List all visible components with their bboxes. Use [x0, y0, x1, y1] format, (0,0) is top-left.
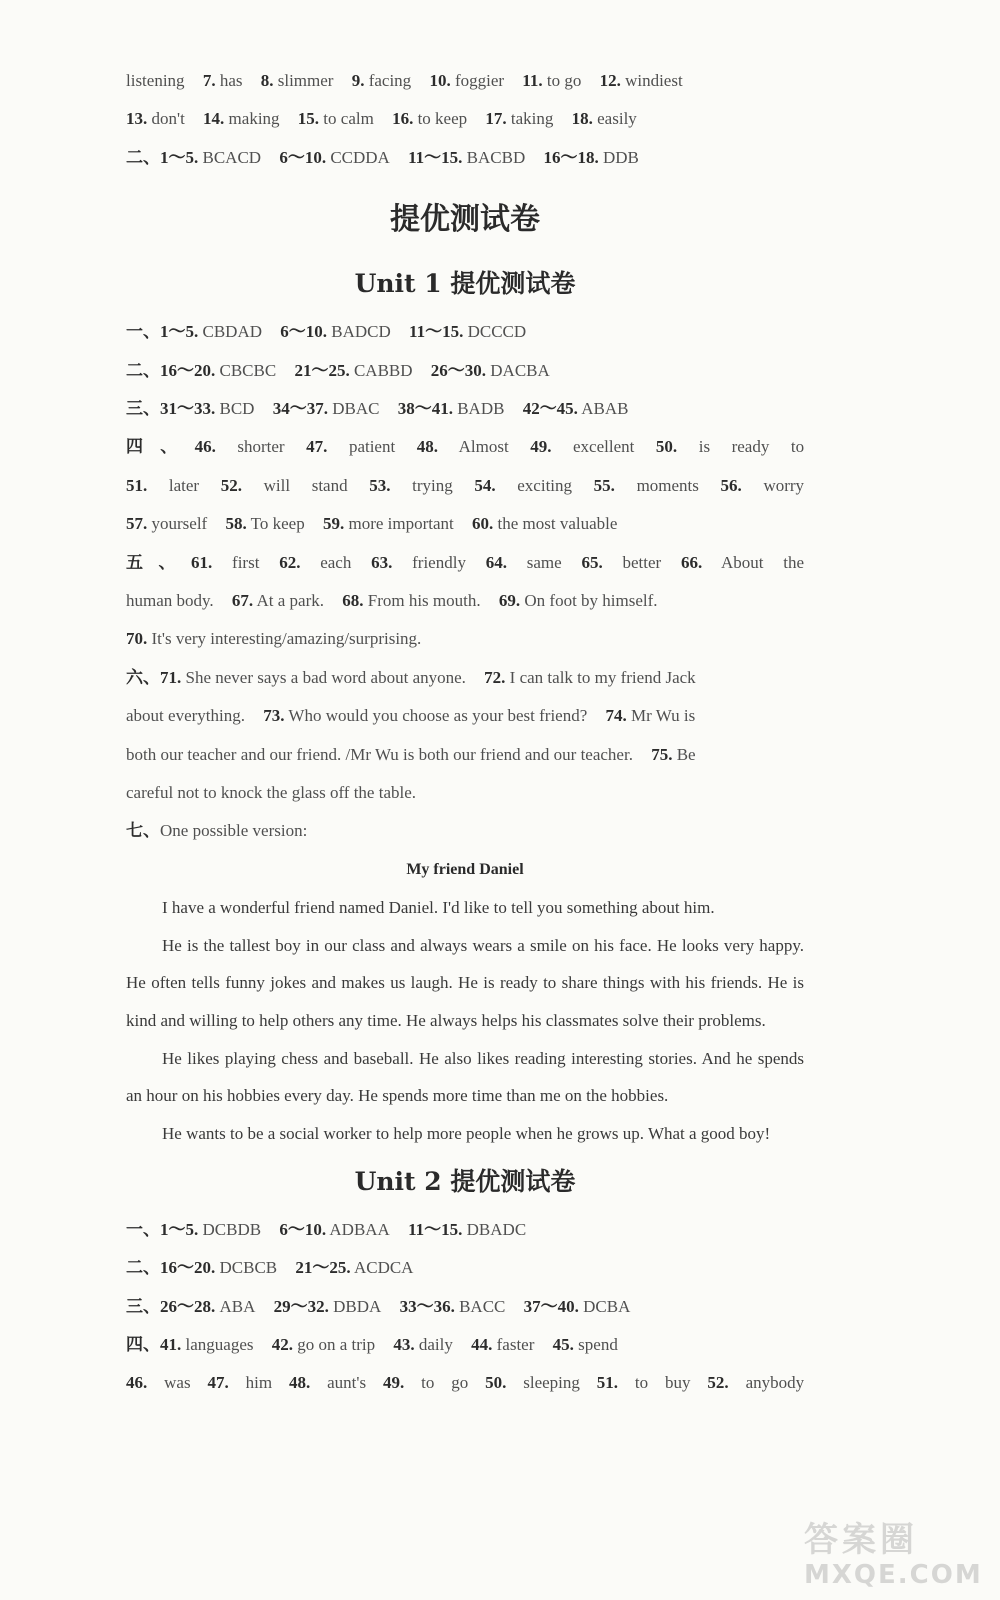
answer-line	[126, 544, 804, 582]
question-range: 31～33.	[160, 399, 216, 419]
question-number: 49.	[530, 437, 552, 457]
question-range: 29～32.	[273, 1296, 329, 1316]
answer-text: making	[228, 109, 280, 129]
answer-text: is ready to	[698, 437, 804, 457]
section-prefix: 二、	[126, 360, 160, 380]
question-number: 47.	[306, 437, 328, 457]
question-number: 60.	[472, 514, 494, 534]
question-number: 71.	[160, 667, 182, 687]
answer-text: to go	[421, 1373, 469, 1393]
answer-text: to go	[546, 71, 582, 90]
question-number: 15.	[297, 109, 320, 129]
answer-text: facing	[368, 71, 412, 90]
question-range: 16～20.	[160, 1258, 216, 1278]
answer-text: foggier	[454, 71, 505, 90]
answer-text: CBDAD	[202, 322, 263, 342]
question-range: 34～37.	[272, 399, 328, 419]
question-number: 61.	[191, 552, 213, 572]
answer-line	[126, 139, 804, 177]
question-range: 11～15.	[408, 1219, 463, 1239]
section-prefix: 三、	[126, 1296, 160, 1316]
answer-text: shorter	[237, 437, 285, 457]
question-number: 9.	[351, 71, 365, 90]
question-number: 64.	[485, 552, 507, 572]
question-number: 14.	[203, 109, 225, 129]
answer-line	[126, 390, 804, 428]
section-prefix: 四、	[126, 1335, 160, 1354]
unit-title: Unit 2 提优测试卷	[354, 1166, 576, 1196]
question-range: 16～20.	[160, 360, 216, 380]
question-range: 26～30.	[430, 360, 487, 380]
question-range: 1～5.	[160, 322, 199, 342]
question-number: 57.	[126, 514, 148, 534]
answer-text: the most valuable	[497, 514, 618, 534]
question-number: 67.	[231, 591, 254, 611]
answer-text: excellent	[573, 437, 635, 457]
answer-line	[126, 1326, 804, 1364]
answer-line	[126, 620, 804, 658]
answer-text: Mr Wu is	[631, 706, 696, 726]
question-range: 21～25.	[294, 360, 350, 380]
answer-line	[126, 505, 804, 543]
question-number: 12.	[599, 71, 621, 90]
main-title: 提优测试卷	[390, 202, 540, 238]
question-number: 65.	[581, 552, 603, 572]
answer-text: BADB	[457, 399, 505, 419]
answer-line	[126, 1364, 804, 1402]
watermark-url: MXQE.COM	[804, 1560, 983, 1590]
answer-text: DBADC	[466, 1219, 527, 1239]
answer-text: About the	[721, 552, 804, 572]
answer-line	[126, 428, 804, 466]
section-prefix: 二、	[126, 147, 160, 167]
answer-text: I can talk to my friend Jack	[509, 667, 696, 687]
answer-text: BADCD	[331, 322, 391, 342]
answer-text: Almost	[458, 437, 509, 457]
question-number: 11.	[522, 71, 543, 90]
essay-paragraph: He likes playing chess and baseball. He also likes reading interesting stories. And he spends an hour on his hobbies every day. He spends more time than me on the hobbies.	[126, 1048, 804, 1106]
question-number: 62.	[279, 552, 301, 572]
question-number: 72.	[484, 667, 506, 687]
answer-text: first	[232, 552, 260, 572]
question-range: 1～5.	[160, 147, 199, 167]
section-prefix: 三、	[126, 399, 160, 419]
answer-text: go on a trip	[297, 1335, 376, 1354]
answer-text: ABAB	[581, 399, 629, 419]
answer-text: One possible version:	[160, 821, 308, 841]
answer-text: better	[622, 552, 662, 572]
question-number: 46.	[194, 437, 216, 457]
question-range: 6～10.	[279, 1219, 327, 1239]
answer-text: DDB	[602, 147, 639, 167]
question-number: 52.	[220, 475, 242, 495]
answer-text: both our teacher and our friend. /Mr Wu is both our friend and our teacher.	[126, 744, 633, 764]
question-range: 6～10.	[280, 322, 328, 342]
question-number: 18.	[571, 109, 593, 129]
answer-line	[126, 659, 804, 697]
question-range: 42～45.	[522, 399, 578, 419]
answer-text: Who would you choose as your best friend?	[288, 706, 588, 726]
question-number: 7.	[202, 71, 216, 90]
answer-text: She never says a bad word about anyone.	[185, 667, 466, 687]
answer-text: later	[168, 475, 200, 495]
question-number: 55.	[593, 475, 615, 495]
question-number: 10.	[429, 71, 451, 90]
essay-title: My friend Daniel	[406, 860, 524, 878]
question-number: 58.	[225, 514, 247, 534]
section-prefix: 一、	[126, 1219, 160, 1239]
essay-paragraph: He is the tallest boy in our class and always wears a smile on his face. He looks very happy. He often tells funny jokes and makes us laugh. He is ready to share things with his friends. He is kind and willing to help others any time. He always helps his classmates solve their problems.	[126, 935, 804, 1030]
essay-paragraph: He wants to be a social worker to help more people when he grows up. What a good boy!	[162, 1124, 771, 1144]
question-range: 21～25.	[295, 1258, 351, 1278]
answer-text: worry	[763, 475, 804, 495]
section-prefix: 五、	[126, 552, 192, 572]
answer-text: anybody	[745, 1373, 804, 1393]
answer-line	[126, 736, 804, 774]
answer-text: From his mouth.	[367, 591, 481, 611]
question-number: 48.	[416, 437, 438, 457]
answer-text: was	[164, 1373, 191, 1393]
question-number: 53.	[369, 475, 391, 495]
question-number: 17.	[485, 109, 507, 129]
answer-text: patient	[348, 437, 396, 457]
answer-text: DCBCB	[219, 1258, 278, 1278]
question-range: 11～15.	[409, 322, 464, 342]
answer-text: him	[245, 1373, 273, 1393]
question-number: 75.	[651, 744, 673, 764]
answer-line	[126, 1288, 804, 1326]
answer-text: taking	[510, 109, 554, 129]
question-number: 56.	[720, 475, 742, 495]
answer-text: about everything.	[126, 706, 245, 726]
answer-line	[126, 467, 804, 505]
answer-text: faster	[496, 1335, 535, 1354]
question-number: 54.	[474, 475, 496, 495]
answer-text: On foot by himself.	[524, 591, 658, 611]
question-number: 46.	[126, 1373, 148, 1393]
answer-text: friendly	[412, 552, 466, 572]
answer-text: CCDDA	[330, 147, 390, 167]
answer-line	[126, 774, 804, 812]
question-range: 26～28.	[160, 1296, 216, 1316]
answer-text: BACC	[459, 1296, 506, 1316]
question-number: 8.	[260, 71, 274, 90]
answer-text: slimmer	[277, 71, 334, 90]
answer-text: It's very interesting/amazing/surprising.	[151, 629, 422, 649]
answer-text: BCD	[219, 399, 255, 419]
answer-line	[126, 62, 804, 100]
answer-text: DCBA	[583, 1296, 631, 1316]
answer-text: languages	[185, 1335, 254, 1354]
answer-text: spend	[578, 1335, 618, 1354]
question-number: 51.	[596, 1373, 619, 1393]
section-prefix: 四、	[126, 437, 195, 457]
answer-text: windiest	[625, 71, 683, 90]
answer-text: DBAC	[332, 399, 380, 419]
section-prefix: 一、	[126, 322, 160, 342]
question-number: 47.	[207, 1373, 229, 1393]
answer-text: aunt's	[327, 1373, 367, 1393]
answer-text: CABBD	[353, 360, 413, 380]
answer-text: more important	[348, 514, 454, 534]
question-number: 51.	[126, 475, 148, 495]
question-number: 41.	[160, 1335, 182, 1354]
question-range: 37～40.	[523, 1296, 579, 1316]
answer-line	[126, 1211, 804, 1249]
question-number: 73.	[263, 706, 285, 726]
question-number: 69.	[498, 591, 521, 611]
question-number: 44.	[471, 1335, 493, 1354]
answer-text: to keep	[417, 109, 468, 129]
answer-text: CBCBC	[219, 360, 277, 380]
answer-line	[126, 313, 804, 351]
question-number: 66.	[680, 552, 703, 572]
answer-text: ADBAA	[329, 1219, 390, 1239]
answer-text: exciting	[517, 475, 573, 495]
answer-text: to buy	[634, 1373, 691, 1393]
question-number: 16.	[392, 109, 414, 129]
question-number: 50.	[485, 1373, 507, 1393]
question-number: 49.	[382, 1373, 405, 1393]
answer-text: At a park.	[256, 591, 324, 611]
question-number: 63.	[371, 552, 393, 572]
answer-text: DACBA	[490, 360, 550, 380]
answer-text: listening	[126, 71, 185, 90]
answer-text: DCCCD	[467, 322, 527, 342]
answer-text: careful not to knock the glass off the table.	[126, 783, 417, 803]
answer-text: don't	[151, 109, 185, 129]
question-number: 70.	[126, 629, 148, 649]
question-range: 6～10.	[279, 147, 327, 167]
answer-line	[126, 582, 804, 620]
answer-text: to calm	[323, 109, 374, 129]
answer-text: each	[320, 552, 352, 572]
answer-text: moments	[636, 475, 699, 495]
question-number: 52.	[707, 1373, 729, 1393]
answer-line	[126, 352, 804, 390]
answer-text: easily	[597, 109, 637, 129]
answer-text: trying	[412, 475, 453, 495]
question-range: 1～5.	[160, 1219, 199, 1239]
answer-text: BCACD	[202, 147, 262, 167]
question-number: 74.	[605, 706, 627, 726]
answer-text: human body.	[126, 591, 214, 611]
unit-title: Unit 1 提优测试卷	[354, 269, 576, 299]
question-number: 42.	[271, 1335, 293, 1354]
answer-page	[126, 62, 804, 1403]
question-number: 50.	[655, 437, 678, 457]
answer-text: To keep	[250, 514, 305, 534]
answer-text: daily	[418, 1335, 453, 1354]
watermark-text: 答案圈	[804, 1520, 918, 1560]
question-range: 11～15.	[408, 147, 463, 167]
answer-text: will stand	[263, 475, 348, 495]
answer-text: ACDCA	[353, 1258, 414, 1278]
section-prefix: 六、	[126, 667, 160, 687]
answer-text: DBDA	[333, 1296, 382, 1316]
essay-paragraph: I have a wonderful friend named Daniel. I'd like to tell you something about him.	[162, 897, 715, 917]
section-prefix: 七、	[126, 821, 160, 841]
section-prefix: 二、	[126, 1258, 160, 1278]
answer-text: has	[219, 71, 243, 90]
question-number: 13.	[126, 109, 148, 129]
question-range: 16～18.	[543, 147, 599, 167]
question-number: 48.	[288, 1373, 311, 1393]
question-number: 59.	[322, 514, 345, 534]
answer-line	[126, 1249, 804, 1287]
question-range: 38～41.	[397, 399, 453, 419]
answer-text: same	[526, 552, 562, 572]
question-range: 33～36.	[399, 1296, 455, 1316]
answer-line	[126, 100, 804, 138]
question-number: 45.	[552, 1335, 574, 1354]
answer-text: Be	[676, 744, 696, 764]
answer-text: yourself	[151, 514, 208, 534]
answer-line	[126, 697, 804, 735]
answer-text: BACBD	[466, 147, 526, 167]
answer-text: sleeping	[523, 1373, 580, 1393]
answer-line	[126, 812, 804, 850]
question-number: 43.	[393, 1335, 415, 1354]
answer-text: DCBDB	[202, 1219, 262, 1239]
answer-text: ABA	[219, 1296, 256, 1316]
question-number: 68.	[342, 591, 364, 611]
watermark-logo	[804, 1520, 983, 1592]
